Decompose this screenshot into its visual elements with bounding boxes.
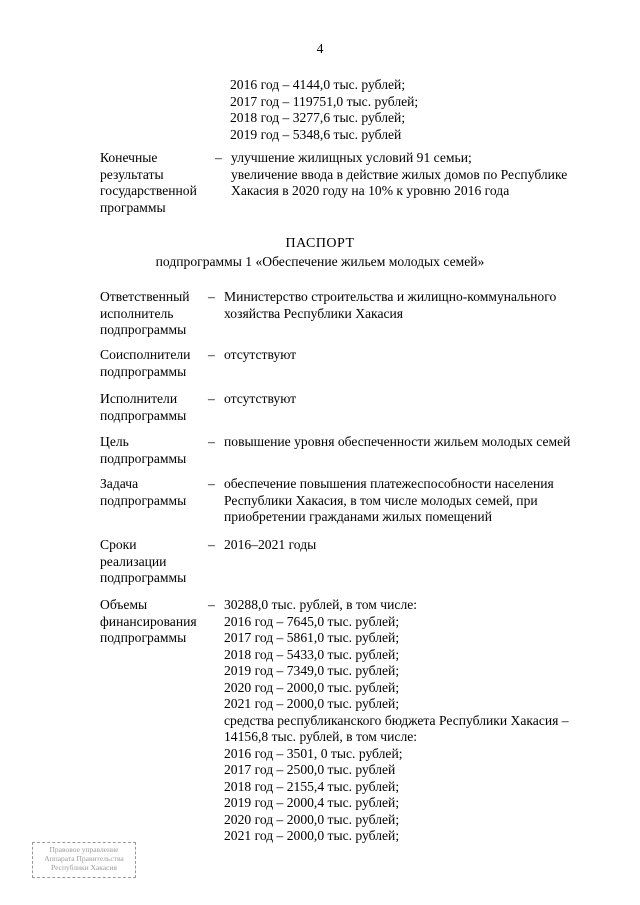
row-value (224, 347, 601, 364)
label-line: подпрограммы (100, 492, 187, 508)
value-line: Республики Хакасия, в том числе молодых семей, при (224, 492, 538, 508)
value-line: повышение уровня обеспеченности жильем молодых семей (224, 434, 571, 449)
value-line: улучшение жилищных условий 91 семьи; (231, 150, 472, 165)
value-line: отсутствуют (224, 347, 297, 362)
label-line: Соисполнители (100, 347, 191, 362)
value-line: 2017 год – 2500,0 тыс. рублей (224, 762, 396, 777)
final-results-label (100, 150, 205, 216)
row-label (100, 347, 205, 380)
row-value (224, 289, 601, 322)
year-line: 2016 год – 4144,0 тыс. рублей; (230, 77, 406, 92)
value-line: Министерство строительства и жилищно-коммунального (224, 289, 557, 304)
row-label (100, 434, 205, 467)
separator-dash: – (208, 476, 215, 491)
label-line: результаты (100, 166, 164, 182)
page-number: 4 (316, 41, 324, 56)
final-results-value (231, 150, 640, 200)
separator-dash: – (208, 537, 215, 552)
value-line: 2020 год – 2000,0 тыс. рублей; (224, 811, 400, 827)
value-line: обеспечение повышения платежеспособности населения (224, 476, 554, 491)
value-line: 2017 год – 5861,0 тыс. рублей; (224, 630, 400, 645)
row-label (100, 537, 205, 587)
row-label (100, 289, 205, 339)
separator-dash: – (208, 347, 215, 362)
label-line: подпрограммы (100, 630, 187, 645)
value-line: увеличение ввода в действие жилых домов по Республике (231, 166, 568, 182)
value-line: 2019 год – 7349,0 тыс. рублей; (224, 663, 400, 678)
label-line: Задача (100, 476, 139, 491)
label-line: подпрограммы (100, 450, 187, 466)
stamp-line: Правовое управление (49, 845, 119, 854)
row-label (100, 391, 205, 424)
separator-dash: – (208, 391, 215, 406)
passport-subtitle: подпрограммы 1 «Обеспечение жильем молодых семей» (155, 254, 485, 269)
value-line: хозяйства Республики Хакасия (224, 305, 404, 321)
separator-dash: – (208, 289, 215, 304)
value-line: отсутствуют (224, 391, 297, 406)
label-line: программы (100, 199, 166, 215)
label-line: Ответственный (100, 289, 190, 304)
value-line: 2016 год – 3501, 0 тыс. рублей; (224, 745, 403, 761)
value-line: 2016–2021 годы (224, 537, 317, 552)
value-line: средства республиканского бюджета Республики Хакасия – (224, 712, 569, 728)
label-line: Сроки (100, 537, 137, 552)
value-line: приобретении гражданами жилых помещений (224, 509, 492, 524)
row-value (224, 434, 601, 451)
separator-dash: – (215, 150, 222, 165)
legal-department-stamp (32, 842, 136, 878)
label-line: финансирования (100, 613, 197, 629)
label-line: подпрограммы (100, 322, 187, 337)
label-line: подпрограммы (100, 363, 187, 379)
row-value (224, 597, 601, 845)
value-line: 2016 год – 7645,0 тыс. рублей; (224, 613, 400, 629)
stamp-line: Аппарата Правительства (44, 854, 124, 863)
year-line: 2018 год – 3277,6 тыс. рублей; (230, 110, 406, 125)
label-line: Цель (100, 434, 129, 449)
label-line: подпрограммы (100, 570, 187, 585)
row-value (224, 391, 601, 408)
row-label (100, 476, 205, 509)
passport-title: ПАСПОРТ (285, 236, 355, 251)
funding-years-continued (230, 77, 418, 143)
value-line: 2018 год – 5433,0 тыс. рублей; (224, 646, 400, 662)
label-line: Объемы (100, 597, 148, 612)
value-line: Хакасия в 2020 году на 10% к уровню 2016 года (231, 183, 510, 198)
value-line: 2020 год – 2000,0 тыс. рублей; (224, 679, 400, 695)
value-line: 30288,0 тыс. рублей, в том числе: (224, 597, 418, 612)
stamp-line: Республики Хакасия (51, 863, 117, 872)
value-line: 2021 год – 2000,0 тыс. рублей; (224, 828, 400, 843)
row-label (100, 597, 205, 647)
separator-dash: – (208, 597, 215, 612)
value-line: 2021 год – 2000,0 тыс. рублей; (224, 696, 400, 711)
label-line: Исполнители (100, 391, 178, 406)
row-value (224, 537, 601, 554)
year-line: 2017 год – 119751,0 тыс. рублей; (230, 93, 419, 109)
row-value (224, 476, 601, 526)
label-line: подпрограммы (100, 407, 187, 423)
value-line: 2019 год – 2000,4 тыс. рублей; (224, 795, 400, 810)
label-line: Конечные (100, 150, 158, 165)
value-line: 2018 год – 2155,4 тыс. рублей; (224, 778, 400, 794)
year-line: 2019 год – 5348,6 тыс. рублей (230, 126, 402, 142)
label-line: исполнитель (100, 305, 174, 321)
label-line: реализации (100, 553, 167, 569)
value-line: 14156,8 тыс. рублей, в том числе: (224, 729, 418, 744)
separator-dash: – (208, 434, 215, 449)
label-line: государственной (100, 183, 197, 198)
